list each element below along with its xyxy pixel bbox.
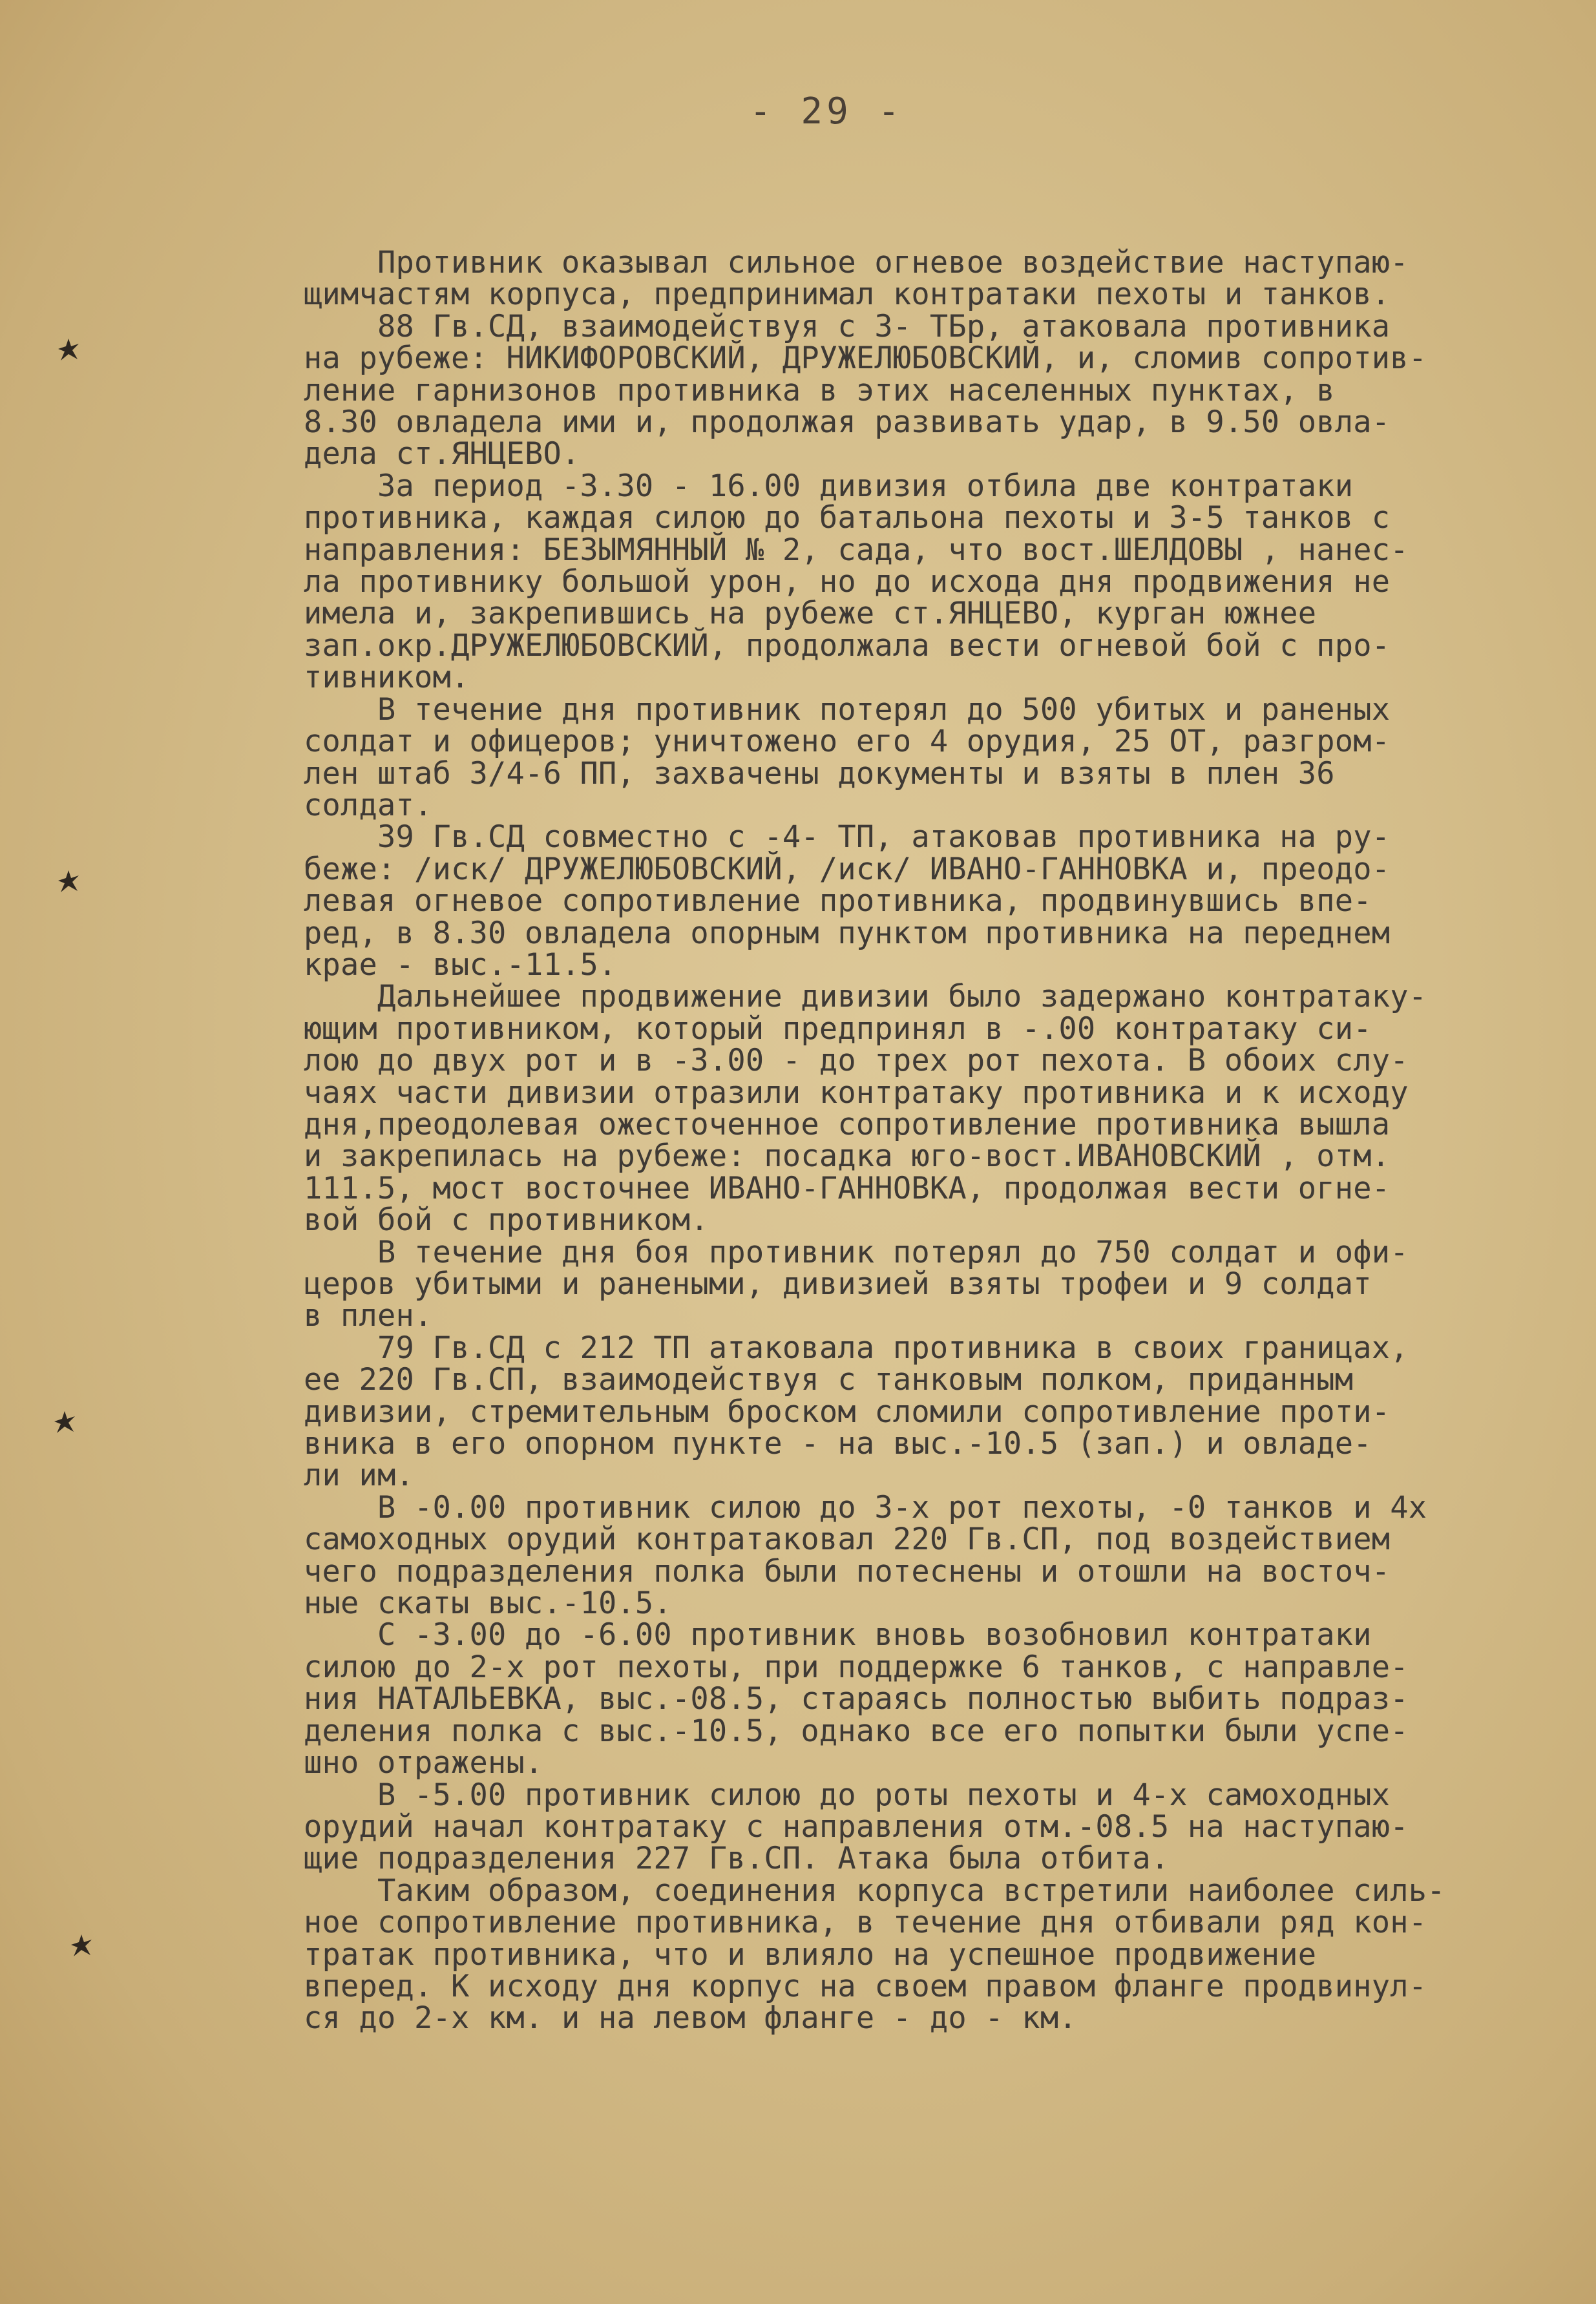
text-line: ление гарнизонов противника в этих населенных пунктах, в	[304, 372, 1335, 408]
punch-hole-mark	[56, 337, 81, 363]
text-line: 88 Гв.СД, взаимодействуя с 3- ТБр, атаковала противника	[304, 308, 1391, 344]
text-line: 39 Гв.СД совместно с -4- ТП, атаковав противника на ру-	[304, 819, 1391, 855]
text-line: щимчастям корпуса, предпринимал контратаки пехоты и танков.	[304, 277, 1391, 313]
text-line: ное сопротивление противника, в течение дня отбивали ряд кон-	[304, 1905, 1427, 1941]
text-line: ла противнику большой урон, но до исхода дня продвижения не	[304, 564, 1391, 600]
text-line: церов убитыми и ранеными, дивизией взяты трофеи и 9 солдат	[304, 1266, 1372, 1302]
text-line: на рубеже: НИКИФОРОВСКИЙ, ДРУЖЕЛЮБОВСКИЙ, и, сломив сопротив-	[304, 340, 1427, 377]
text-line: дня,преодолевая ожесточенное сопротивление противника вышла	[304, 1106, 1391, 1142]
text-line: вой бой с противником.	[304, 1202, 709, 1239]
text-line: деления полка с выс.-10.5, однако все его попытки были успе-	[304, 1713, 1409, 1749]
text-line: 79 Гв.СД с 212 ТП атаковала противника в своих границах,	[304, 1330, 1409, 1366]
text-line: В течение дня боя противник потерял до 750 солдат и офи-	[304, 1234, 1409, 1270]
punch-hole-mark	[68, 1933, 94, 1959]
body-text	[304, 247, 1590, 2035]
text-line: Дальнейшее продвижение дивизии было задержано контратаку-	[304, 979, 1427, 1015]
text-line: чего подразделения полка были потеснены и отошли на восточ-	[304, 1553, 1391, 1589]
text-line: шно отражены.	[304, 1745, 543, 1781]
text-line: вперед. К исходу дня корпус на своем правом фланге продвинул-	[304, 1968, 1427, 2004]
text-line: 8.30 овладела ими и, продолжая развивать удар, в 9.50 овла-	[304, 404, 1391, 441]
text-line: крае - выс.-11.5.	[304, 947, 617, 983]
text-line: самоходных орудий контратаковал 220 Гв.СП, под воздействием	[304, 1522, 1391, 1558]
text-line: орудий начал контратаку с направления отм.-08.5 на наступаю-	[304, 1808, 1409, 1845]
text-line: силою до 2-х рот пехоты, при поддержке 6 танков, с направле-	[304, 1649, 1409, 1685]
text-line: ния НАТАЛЬЕВКА, выс.-08.5, стараясь полностью выбить подраз-	[304, 1681, 1409, 1717]
text-line: тивником.	[304, 660, 470, 696]
text-line: 111.5, мост восточнее ИВАНО-ГАННОВКА, продолжая вести огне-	[304, 1170, 1391, 1206]
text-line: ли им.	[304, 1458, 414, 1494]
text-line: В -0.00 противник силою до 3-х рот пехоты, -0 танков и 4х	[304, 1489, 1427, 1525]
text-line: левая огневое сопротивление противника, продвинувшись впе-	[304, 883, 1372, 919]
text-line: солдат и офицеров; уничтожено его 4 орудия, 25 ОТ, разгром-	[304, 724, 1391, 760]
punch-hole-mark	[52, 1410, 78, 1436]
text-line: солдат.	[304, 787, 433, 823]
text-line: За период -3.30 - 16.00 дивизия отбила две контратаки	[304, 468, 1354, 504]
punch-hole-mark	[56, 869, 81, 895]
text-line: щие подразделения 227 Гв.СП. Атака была отбита.	[304, 1841, 1170, 1877]
text-line: дивизии, стремительным броском сломили сопротивление проти-	[304, 1394, 1391, 1430]
text-line: имела и, закрепившись на рубеже ст.ЯНЦЕВО, курган южнее	[304, 596, 1317, 632]
text-line: ющим противником, который предпринял в -.00 контратаку си-	[304, 1011, 1372, 1047]
text-line: тратак противника, что и влияло на успешное продвижение	[304, 1936, 1317, 1973]
text-line: Противник оказывал сильное огневое воздействие наступаю-	[304, 245, 1409, 280]
text-line: зап.окр.ДРУЖЕЛЮБОВСКИЙ, продолжала вести огневой бой с про-	[304, 627, 1391, 664]
text-line: ся до 2-х км. и на левом фланге - до - км.	[304, 2000, 1077, 2037]
text-line: вника в его опорном пункте - на выс.-10.5 (зап.) и овладе-	[304, 1426, 1372, 1462]
text-line: противника, каждая силою до батальона пехоты и 3-5 танков с	[304, 500, 1391, 536]
text-line: чаях части дивизии отразили контратаку противника и к исходу	[304, 1074, 1409, 1111]
text-line: С -3.00 до -6.00 противник вновь возобновил контратаки	[304, 1617, 1372, 1653]
text-line: в плен.	[304, 1298, 433, 1334]
text-line: В -5.00 противник силою до роты пехоты и 4-х самоходных	[304, 1777, 1391, 1813]
text-line: лен штаб 3/4-6 ПП, захвачены документы и взяты в плен 36	[304, 755, 1335, 791]
text-line: ред, в 8.30 овладела опорным пунктом противника на переднем	[304, 915, 1391, 951]
text-line: Таким образом, соединения корпуса встретили наиболее силь-	[304, 1872, 1445, 1909]
text-line: дела ст.ЯНЦЕВО.	[304, 436, 580, 472]
text-line: и закрепилась на рубеже: посадка юго-вост.ИВАНОВСКИЙ , отм.	[304, 1138, 1391, 1175]
text-line: ее 220 Гв.СП, взаимодействуя с танковым полком, приданным	[304, 1362, 1354, 1398]
text-line: лою до двух рот и в -3.00 - до трех рот пехота. В обоих слу-	[304, 1043, 1409, 1079]
page-number: - 29 -	[750, 90, 904, 132]
text-line: ные скаты выс.-10.5.	[304, 1586, 672, 1622]
text-line: беже: /иск/ ДРУЖЕЛЮБОВСКИЙ, /иск/ ИВАНО-ГАННОВКА и, преодо-	[304, 851, 1391, 887]
text-line: направления: БЕЗЫМЯННЫЙ № 2, сада, что вост.ШЕЛДОВЫ , нанес-	[304, 532, 1409, 568]
text-line: В течение дня противник потерял до 500 убитых и раненых	[304, 691, 1391, 728]
